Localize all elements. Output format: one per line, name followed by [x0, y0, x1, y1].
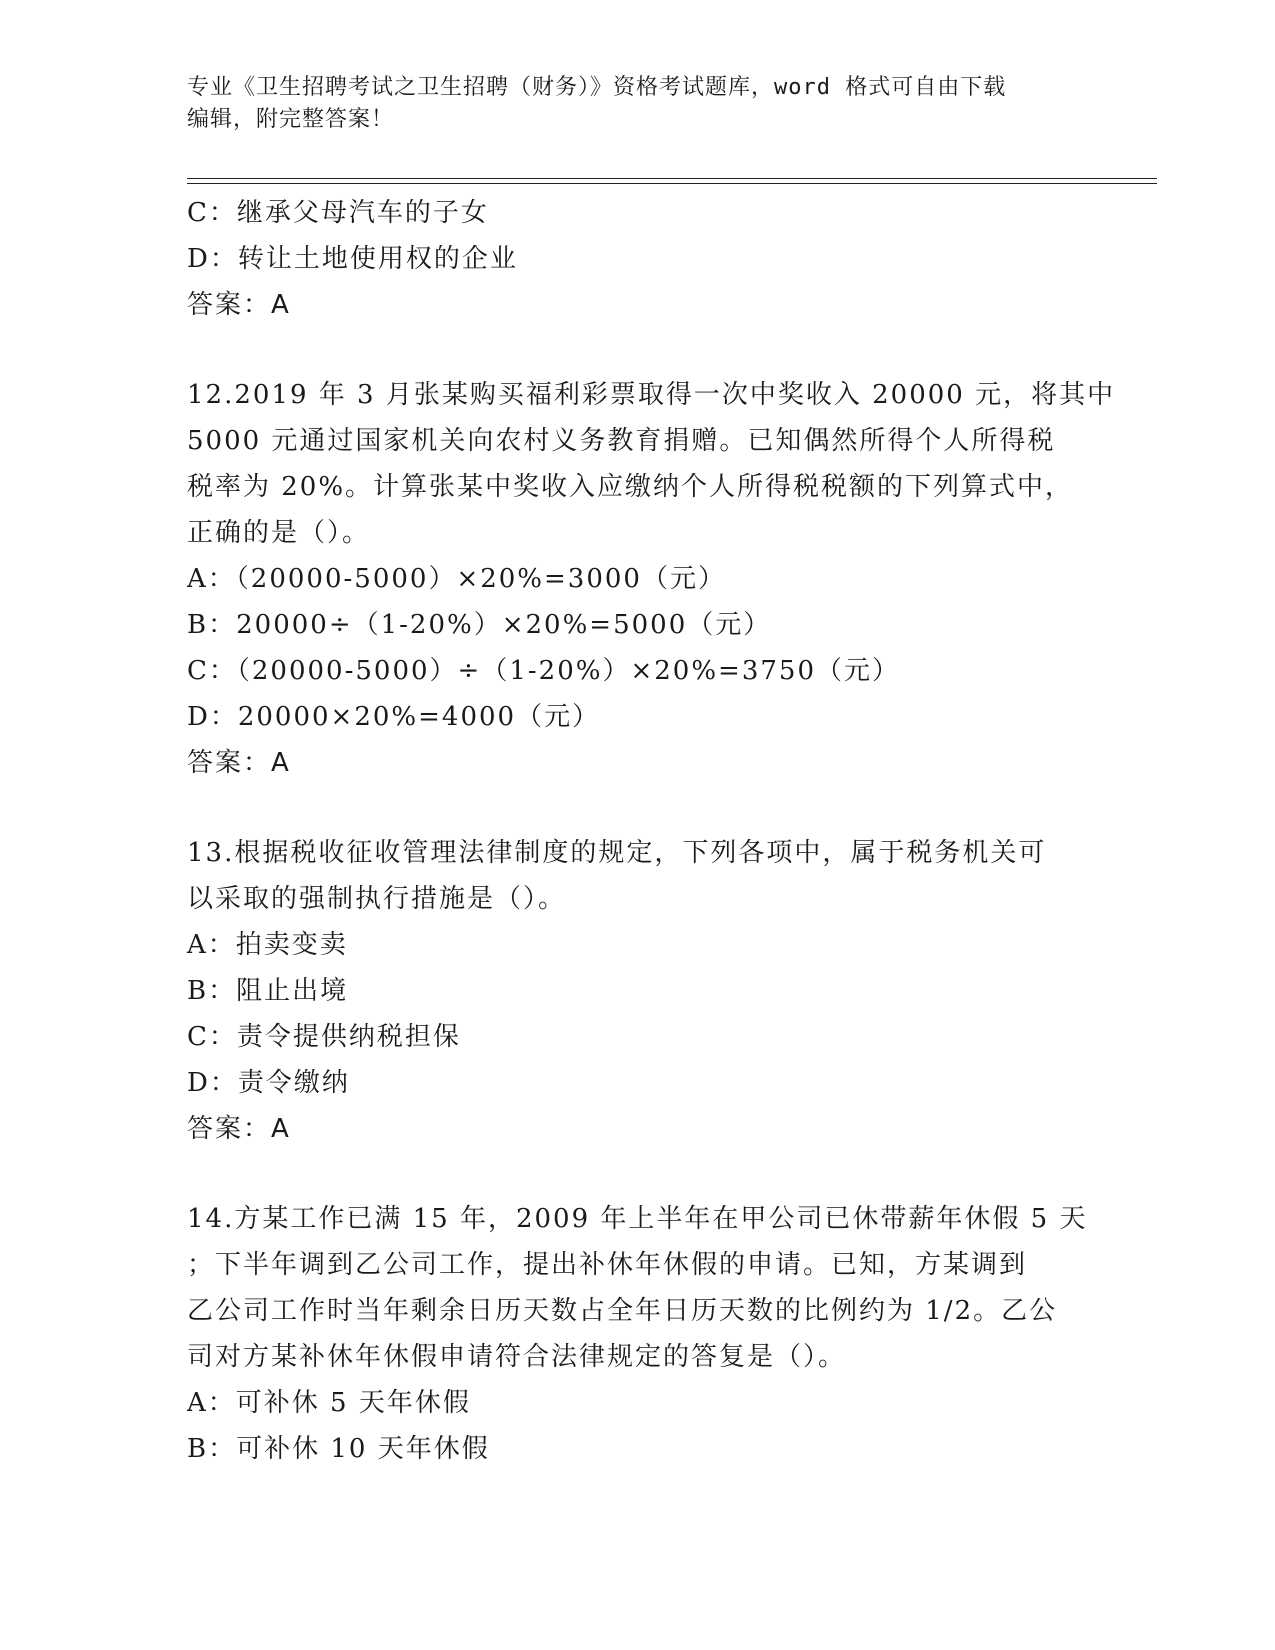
header-rule-top [187, 178, 1157, 179]
spacer [187, 1152, 1087, 1196]
option-c: C：继承父母汽车的子女 [187, 198, 489, 228]
option-b: B：20000÷（1-20%）×20%=5000（元） [187, 610, 772, 640]
option-c: C：（20000-5000）÷（1-20%）×20%=3750（元） [187, 656, 900, 686]
question-text-line: 14.方某工作已满 15 年，2009 年上半年在甲公司已休带薪年休假 5 天 [187, 1204, 1088, 1234]
option-d: D：责令缴纳 [187, 1068, 350, 1098]
option-b: B：阻止出境 [187, 976, 349, 1006]
question-12 [187, 372, 1116, 786]
option-c: C：责令提供纳税担保 [187, 1022, 461, 1052]
option-d: D：20000×20%=4000（元） [187, 702, 601, 732]
header-line-2: 编辑，附完整答案！ [187, 107, 395, 132]
document-header [187, 72, 1087, 136]
question-text-line: 税率为 20%。计算张某中奖收入应缴纳个人所得税税额的下列算式中， [187, 472, 1074, 502]
question-text-line: 司对方某补休年休假申请符合法律规定的答复是（）。 [187, 1342, 847, 1372]
header-line-1: 专业《卫生招聘考试之卫生招聘（财务）》资格考试题库，word 格式可自由下载 [187, 75, 1007, 100]
option-a: A：（20000-5000）×20%=3000（元） [187, 564, 726, 594]
spacer [187, 328, 1087, 372]
question-14 [187, 1196, 1087, 1472]
question-text-line: ；下半年调到乙公司工作，提出补休年休假的申请。已知，方某调到 [187, 1250, 1028, 1280]
prev-question [187, 190, 1087, 328]
answer-line: 答案：A [187, 290, 291, 320]
answer-line: 答案：A [187, 748, 291, 778]
question-text-line: 5000 元通过国家机关向农村义务教育捐赠。已知偶然所得个人所得税 [187, 426, 1056, 456]
question-text-line: 12.2019 年 3 月张某购买福利彩票取得一次中奖收入 20000 元，将其中 [187, 380, 1116, 410]
question-text-line: 以采取的强制执行措施是（）。 [187, 884, 567, 914]
question-13 [187, 830, 1087, 1152]
option-a: A：拍卖变卖 [187, 930, 348, 960]
option-b: B：可补休 10 天年休假 [187, 1434, 490, 1464]
question-text-line: 正确的是（）。 [187, 518, 371, 548]
question-text-line: 乙公司工作时当年剩余日历天数占全年日历天数的比例约为 1/2。乙公 [187, 1296, 1058, 1326]
option-d: D：转让土地使用权的企业 [187, 244, 518, 274]
spacer [187, 786, 1087, 830]
question-text-line: 13.根据税收征收管理法律制度的规定，下列各项中，属于税务机关可 [187, 838, 1047, 868]
document-body [187, 190, 1116, 1472]
option-a: A：可补休 5 天年休假 [187, 1388, 471, 1418]
answer-line: 答案：A [187, 1114, 291, 1144]
header-rule-bottom [187, 183, 1157, 184]
